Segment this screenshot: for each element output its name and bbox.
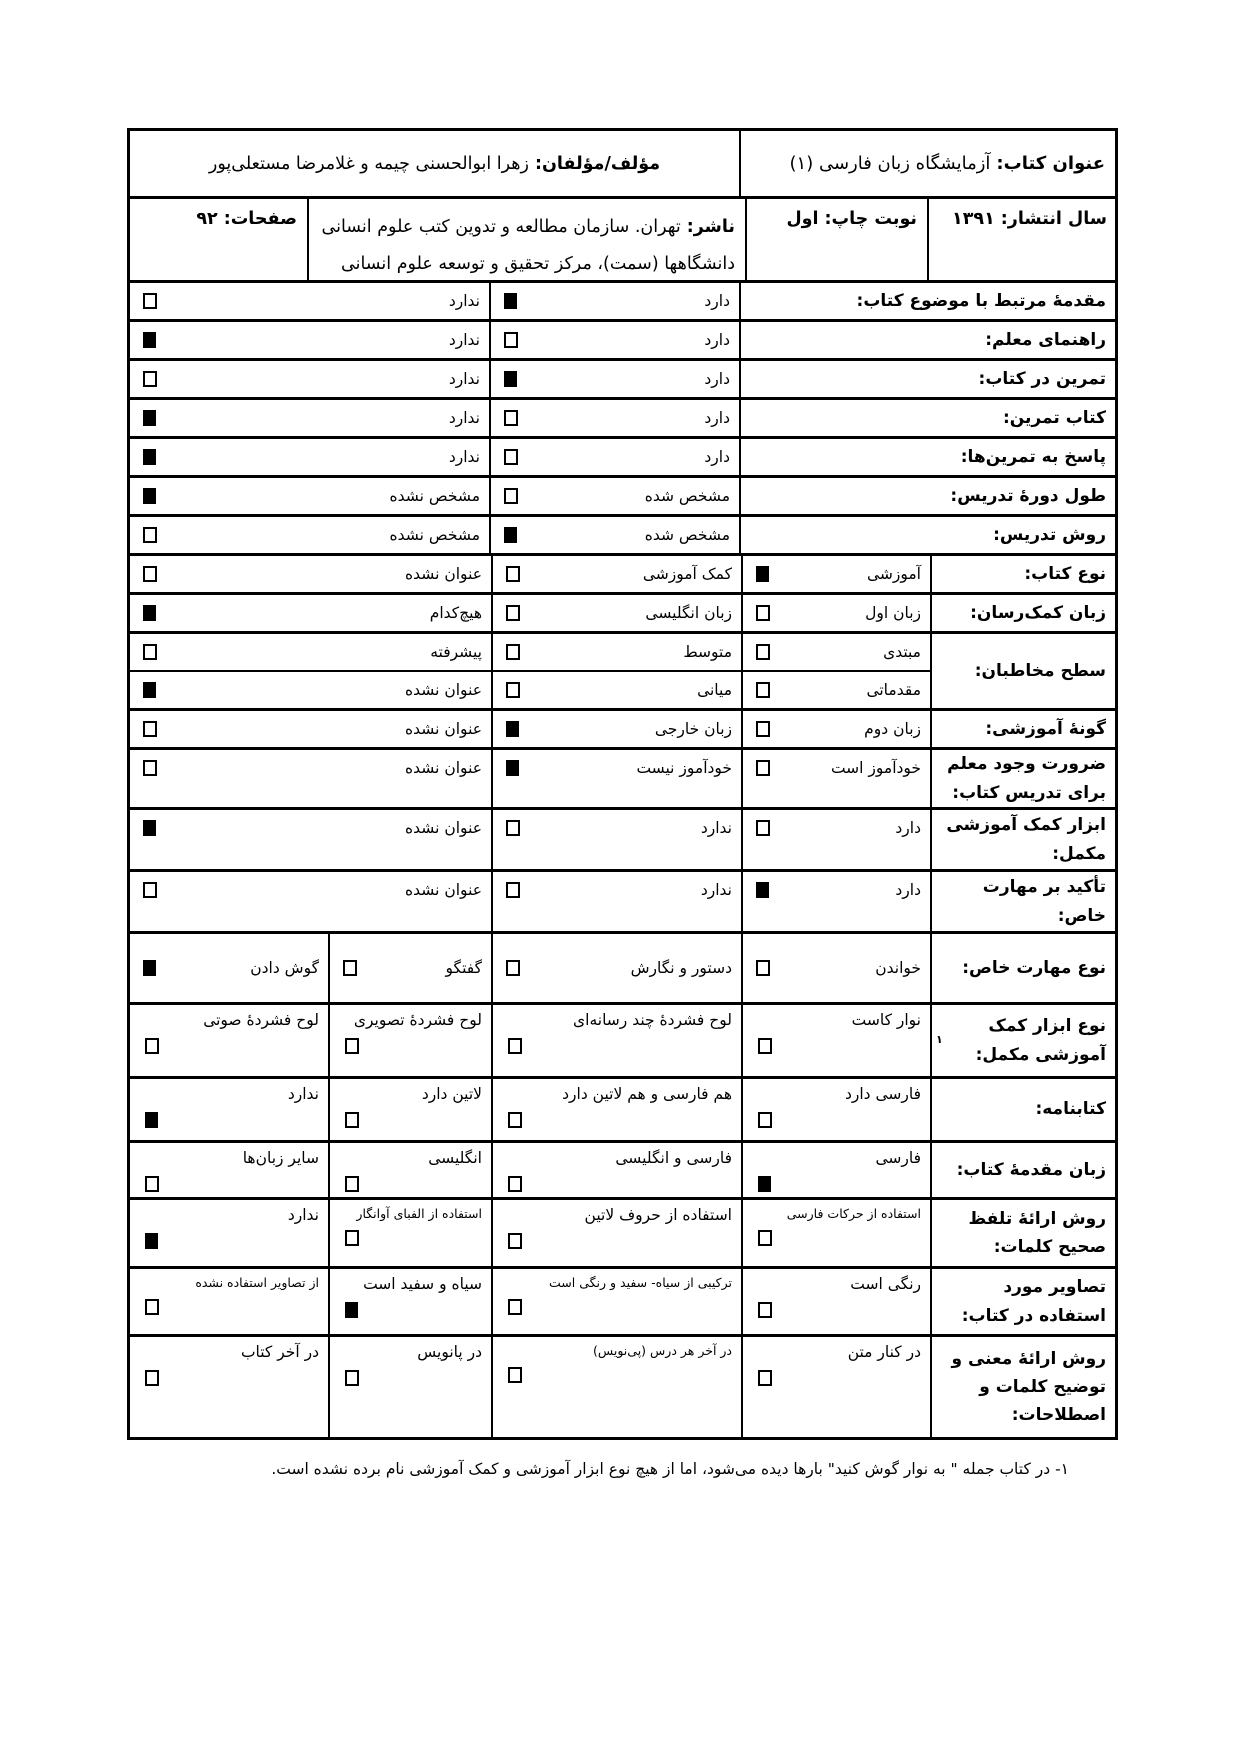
option-cell <box>491 478 741 514</box>
row-label <box>741 478 1115 514</box>
checkbox-unchecked[interactable] <box>508 1367 522 1383</box>
option-label: فارسی دارد <box>844 1085 921 1103</box>
row-exercises-in-book <box>130 358 1115 397</box>
page-count-key: صفحات: <box>223 209 297 229</box>
checkbox-unchecked[interactable] <box>345 1038 359 1054</box>
row-label <box>932 810 1115 869</box>
checkbox-unchecked[interactable] <box>758 1370 772 1386</box>
option-label: در آخر کتاب <box>240 1343 319 1361</box>
option-label: دارد <box>704 292 730 310</box>
checkbox-unchecked[interactable] <box>508 1299 522 1315</box>
row-intro-language <box>130 1140 1115 1197</box>
option-cell <box>743 1200 932 1266</box>
row-label-text: ابزار کمک آموزشی مکمل: <box>946 815 1106 864</box>
checkbox-checked[interactable] <box>143 682 156 698</box>
checkbox-checked[interactable] <box>758 1176 771 1192</box>
option-cell <box>130 478 491 514</box>
option-sub-row <box>130 634 932 670</box>
option-cell <box>130 1200 330 1266</box>
option-label: متوسط <box>683 643 732 661</box>
checkbox-unchecked[interactable] <box>506 566 520 582</box>
row-book-type <box>130 553 1115 592</box>
checkbox-unchecked[interactable] <box>504 449 518 465</box>
option-cell <box>130 750 493 807</box>
checkbox-checked[interactable] <box>143 410 156 426</box>
option-label: استفاده از حروف لاتین <box>584 1206 732 1224</box>
checkbox-checked[interactable] <box>143 332 156 348</box>
option-label: ندارد <box>448 370 480 388</box>
option-label: ندارد <box>448 409 480 427</box>
option-label: پیشرفته <box>430 643 482 661</box>
book-author-cell <box>130 131 741 196</box>
option-label: در کنار متن <box>847 1343 921 1361</box>
publication-year-key: سال انتشار: <box>1000 209 1107 229</box>
checkbox-unchecked[interactable] <box>145 1370 159 1386</box>
book-author-key: مؤلف/مؤلفان: <box>535 153 661 174</box>
row-audience-level <box>130 631 1115 708</box>
option-label: لاتین دارد <box>421 1085 482 1103</box>
checkbox-unchecked[interactable] <box>504 332 518 348</box>
row-specific-skill <box>130 931 1115 1002</box>
checkbox-checked[interactable] <box>506 721 519 737</box>
print-edition-key: نوبت چاپ: <box>824 209 917 229</box>
checkbox-checked[interactable] <box>756 882 769 898</box>
row-education-type <box>130 708 1115 747</box>
row-helper-language <box>130 592 1115 631</box>
book-title <box>790 153 1106 174</box>
option-cell <box>130 872 493 931</box>
checkbox-unchecked[interactable] <box>143 760 157 776</box>
checkbox-unchecked[interactable] <box>758 1038 772 1054</box>
row-label-text: تصاویر مورد استفاده در کتاب: <box>961 1277 1106 1326</box>
option-cell <box>130 1143 330 1197</box>
checkbox-unchecked[interactable] <box>145 1299 159 1315</box>
option-label: خودآموز است <box>830 759 921 777</box>
option-cell <box>743 810 932 869</box>
option-label: کمک آموزشی <box>642 565 732 583</box>
book-evaluation-table <box>127 128 1118 1440</box>
row-label-text: مقدمۀ مرتبط با موضوع کتاب: <box>856 290 1106 311</box>
option-cell <box>130 934 330 1002</box>
checkbox-checked[interactable] <box>145 1112 158 1128</box>
row-label <box>741 400 1115 436</box>
option-label: ندارد <box>448 448 480 466</box>
option-cell <box>130 672 493 708</box>
option-cell <box>493 1079 743 1140</box>
row-label-text: روش ارائۀ معنی و توضیح کلمات و اصطلاحات: <box>951 1348 1106 1426</box>
row-course-duration <box>130 475 1115 514</box>
checkbox-unchecked[interactable] <box>143 293 157 309</box>
checkbox-checked[interactable] <box>143 820 156 836</box>
checkbox-unchecked[interactable] <box>345 1370 359 1386</box>
row-label-text: پاسخ به تمرین‌ها: <box>960 446 1106 467</box>
page-count-value: ۹۲ <box>196 209 218 229</box>
option-cell <box>743 1005 932 1076</box>
row-supplementary-tools <box>130 807 1115 869</box>
checkbox-unchecked[interactable] <box>508 1176 522 1192</box>
checkbox-unchecked[interactable] <box>756 760 770 776</box>
row-label <box>932 750 1115 807</box>
option-sub-row <box>130 670 932 708</box>
row-skill-emphasis <box>130 869 1115 931</box>
option-cell <box>130 1005 330 1076</box>
row-label-text: کتاب تمرین: <box>1002 407 1106 428</box>
option-cell <box>493 556 743 592</box>
option-sub-rows <box>130 634 932 708</box>
option-cell <box>130 1269 330 1334</box>
option-label: زبان دوم <box>864 720 921 738</box>
checkbox-checked[interactable] <box>145 1233 158 1249</box>
book-author-value: زهرا ابوالحسنی چیمه و غلامرضا مستعلی‌پور <box>208 153 529 174</box>
book-author <box>209 154 660 174</box>
checkbox-unchecked[interactable] <box>143 566 157 582</box>
checkbox-unchecked[interactable] <box>506 882 520 898</box>
option-label: مبتدی <box>883 643 921 661</box>
option-label: میانی <box>697 681 732 699</box>
checkbox-unchecked[interactable] <box>758 1230 772 1246</box>
footnote: ۱- در کتاب جمله " به نوار گوش کنید" بارها دیده می‌شود، اما از هیچ نوع ابزار آموزشی و کمک آموزشی نام برده نشده است. <box>271 1460 1069 1478</box>
checkbox-unchecked[interactable] <box>345 1112 359 1128</box>
option-cell <box>743 556 932 592</box>
checkbox-unchecked[interactable] <box>756 820 770 836</box>
row-pronunciation-method <box>130 1197 1115 1266</box>
option-cell <box>130 634 493 670</box>
option-cell <box>743 634 932 670</box>
option-label: هیچ‌کدام <box>429 604 482 622</box>
option-cell <box>130 322 491 358</box>
option-cell <box>130 711 493 747</box>
book-title-value: آزمایشگاه زبان فارسی (۱) <box>789 153 991 174</box>
option-label: ندارد <box>287 1206 319 1224</box>
option-label: لوح فشردۀ صوتی <box>203 1011 319 1029</box>
option-label: در پانویس <box>417 1343 482 1361</box>
checkbox-unchecked[interactable] <box>504 410 518 426</box>
page-count <box>196 209 297 229</box>
checkbox-unchecked[interactable] <box>145 1176 159 1192</box>
row-label-text: روش ارائۀ تلفظ صحیح کلمات: <box>968 1208 1106 1257</box>
checkbox-unchecked[interactable] <box>756 644 770 660</box>
option-label: انگلیسی <box>428 1149 482 1167</box>
checkbox-unchecked[interactable] <box>756 682 770 698</box>
option-label: ندارد <box>287 1085 319 1103</box>
option-cell <box>130 556 493 592</box>
checkbox-checked[interactable] <box>504 371 517 387</box>
option-cell <box>743 872 932 931</box>
option-label: ندارد <box>700 819 732 837</box>
option-cell <box>743 1269 932 1334</box>
row-bibliography <box>130 1076 1115 1140</box>
option-cell <box>491 283 741 319</box>
page-count-cell <box>130 199 309 280</box>
option-label: سایر زبان‌ها <box>242 1149 319 1167</box>
row-label <box>741 322 1115 358</box>
checkbox-unchecked[interactable] <box>506 644 520 660</box>
checkbox-unchecked[interactable] <box>143 527 157 543</box>
option-label: نوار کاست <box>851 1011 921 1029</box>
option-cell <box>130 1079 330 1140</box>
option-label: دارد <box>704 370 730 388</box>
row-exercise-book <box>130 397 1115 436</box>
checkbox-unchecked[interactable] <box>506 605 520 621</box>
option-label: زبان اول <box>865 604 921 622</box>
option-label: دستور و نگارش <box>630 959 732 977</box>
checkbox-unchecked[interactable] <box>506 682 520 698</box>
option-label: خواندن <box>875 959 921 977</box>
option-label: ندارد <box>448 331 480 349</box>
option-label: لوح فشردۀ تصویری <box>353 1011 482 1029</box>
option-label: زبان انگلیسی <box>645 604 732 622</box>
option-cell <box>330 1079 493 1140</box>
option-cell <box>491 400 741 436</box>
print-edition-value: اول <box>786 209 819 229</box>
option-label: گفتگو <box>445 959 482 977</box>
checkbox-checked[interactable] <box>143 488 156 504</box>
checkbox-checked[interactable] <box>506 760 519 776</box>
option-label: فارسی <box>875 1149 921 1167</box>
row-label-text: ضرورت وجود معلم برای تدریس کتاب: <box>947 754 1106 803</box>
row-label <box>932 634 1115 708</box>
option-label: رنگی است <box>850 1275 921 1293</box>
row-supplementary-tool-type <box>130 1002 1115 1076</box>
book-title-cell <box>741 131 1115 196</box>
row-label <box>932 1005 1115 1076</box>
option-cell <box>493 711 743 747</box>
option-label: عنوان نشده <box>405 681 482 699</box>
row-label <box>932 1200 1115 1266</box>
option-label: ترکیبی از سیاه- سفید و رنگی است <box>549 1275 732 1290</box>
option-label: عنوان نشده <box>405 819 482 837</box>
option-cell <box>493 934 743 1002</box>
option-cell <box>330 934 493 1002</box>
checkbox-checked[interactable] <box>756 566 769 582</box>
option-cell <box>493 750 743 807</box>
option-cell <box>491 361 741 397</box>
option-label: دارد <box>704 331 730 349</box>
publisher-value: تهران. سازمان مطالعه و تدوین کتب علوم انسانی دانشگاهها (سمت)، مرکز تحقیق و توسعه علوم انسانی <box>321 217 735 274</box>
checkbox-unchecked[interactable] <box>143 721 157 737</box>
checkbox-unchecked[interactable] <box>143 644 157 660</box>
row-label-text: طول دورۀ تدریس: <box>950 485 1106 506</box>
row-label-text: نوع مهارت خاص: <box>962 957 1106 978</box>
option-label: دارد <box>895 819 921 837</box>
option-cell <box>743 672 932 708</box>
row-label <box>741 283 1115 319</box>
option-cell <box>130 439 491 475</box>
row-label <box>932 711 1115 747</box>
option-label: آموزشی <box>866 565 921 583</box>
option-label: مقدماتی <box>866 681 921 699</box>
checkbox-checked[interactable] <box>504 293 517 309</box>
row-label <box>932 556 1115 592</box>
row-images <box>130 1266 1115 1334</box>
row-label <box>932 1337 1115 1437</box>
row-label-text: سطح مخاطبان: <box>974 660 1106 681</box>
option-label: مشخص شده <box>644 487 730 505</box>
row-label-text: تأکید بر مهارت خاص: <box>982 877 1106 926</box>
option-cell <box>493 1200 743 1266</box>
row-label <box>932 1143 1115 1197</box>
checkbox-checked[interactable] <box>504 527 517 543</box>
option-cell <box>493 1337 743 1437</box>
row-related-intro <box>130 280 1115 319</box>
publication-year-cell <box>929 199 1115 280</box>
checkbox-unchecked[interactable] <box>504 488 518 504</box>
row-label <box>932 934 1115 1002</box>
publisher <box>322 217 735 274</box>
option-label: ندارد <box>700 881 732 899</box>
option-cell <box>743 1079 932 1140</box>
checkbox-unchecked[interactable] <box>508 1038 522 1054</box>
publisher-key: ناشر: <box>686 217 735 237</box>
option-cell <box>330 1269 493 1334</box>
option-label: فارسی و انگلیسی <box>615 1149 732 1167</box>
row-meaning-method <box>130 1334 1115 1437</box>
row-answers <box>130 436 1115 475</box>
footnote-reference: ۱ <box>936 1033 943 1047</box>
checkbox-unchecked[interactable] <box>758 1302 772 1318</box>
option-cell <box>491 517 741 553</box>
option-cell <box>130 595 493 631</box>
row-teacher-necessity <box>130 747 1115 807</box>
checkbox-unchecked[interactable] <box>343 960 357 976</box>
option-label: خودآموز نیست <box>636 759 732 777</box>
option-cell <box>743 750 932 807</box>
option-label: مشخص شده <box>644 526 730 544</box>
checkbox-unchecked[interactable] <box>143 371 157 387</box>
row-label-text: نوع کتاب: <box>1024 563 1106 584</box>
option-label: لوح فشردۀ چند رسانه‌ای <box>573 1011 732 1029</box>
print-edition <box>786 209 917 229</box>
row-label <box>932 595 1115 631</box>
option-label: از تصاویر استفاده نشده <box>195 1275 319 1290</box>
option-cell <box>130 400 491 436</box>
option-label: هم فارسی و هم لاتین دارد <box>562 1085 732 1103</box>
publisher-cell <box>309 199 747 280</box>
option-label: استفاده از الفبای آوانگار <box>356 1206 482 1221</box>
option-cell <box>493 595 743 631</box>
row-label <box>932 1269 1115 1334</box>
option-cell <box>493 1269 743 1334</box>
row-label <box>932 872 1115 931</box>
option-cell <box>130 517 491 553</box>
option-cell <box>743 934 932 1002</box>
option-cell <box>493 634 743 670</box>
option-cell <box>743 711 932 747</box>
option-cell <box>130 283 491 319</box>
option-cell <box>130 810 493 869</box>
checkbox-checked[interactable] <box>143 605 156 621</box>
checkbox-unchecked[interactable] <box>345 1176 359 1192</box>
option-cell <box>743 1337 932 1437</box>
row-teacher-guide <box>130 319 1115 358</box>
header-row-publication <box>130 196 1115 280</box>
option-cell <box>493 672 743 708</box>
row-label <box>741 517 1115 553</box>
row-teaching-method <box>130 514 1115 553</box>
option-label: دارد <box>895 881 921 899</box>
row-label-text: نوع ابزار کمک آموزشی مکمل: <box>975 1016 1106 1065</box>
option-cell <box>491 322 741 358</box>
option-label: عنوان نشده <box>405 565 482 583</box>
option-cell <box>330 1337 493 1437</box>
row-label-text: زبان کمک‌رسان: <box>970 602 1106 623</box>
option-cell <box>743 595 932 631</box>
option-label: سیاه و سفید است <box>363 1275 482 1293</box>
checkbox-unchecked[interactable] <box>145 1038 159 1054</box>
book-title-key: عنوان کتاب: <box>996 153 1105 174</box>
option-label: مشخص نشده <box>389 526 480 544</box>
row-label-text: زبان مقدمۀ کتاب: <box>956 1159 1106 1180</box>
row-label-text: روش تدریس: <box>993 524 1106 545</box>
checkbox-checked[interactable] <box>345 1302 358 1318</box>
row-label-text: کتابنامه: <box>1035 1099 1106 1120</box>
option-label: در آخر هر درس (پی‌نویس) <box>593 1343 732 1358</box>
checkbox-unchecked[interactable] <box>756 721 770 737</box>
publication-year-value: ۱۳۹۱ <box>952 209 995 229</box>
checkbox-unchecked[interactable] <box>508 1112 522 1128</box>
checkbox-unchecked[interactable] <box>506 960 520 976</box>
checkbox-unchecked[interactable] <box>345 1230 359 1246</box>
row-label <box>741 361 1115 397</box>
option-label: دارد <box>704 409 730 427</box>
row-label-text: راهنمای معلم: <box>985 329 1106 350</box>
option-cell <box>330 1005 493 1076</box>
option-cell <box>130 361 491 397</box>
row-label <box>741 439 1115 475</box>
option-cell <box>330 1200 493 1266</box>
checkbox-unchecked[interactable] <box>758 1112 772 1128</box>
option-label: استفاده از حرکات فارسی <box>786 1206 921 1221</box>
checkbox-unchecked[interactable] <box>756 605 770 621</box>
option-cell <box>493 1143 743 1197</box>
option-cell <box>491 439 741 475</box>
header-row-title-author <box>130 131 1115 196</box>
checkbox-checked[interactable] <box>143 960 156 976</box>
checkbox-unchecked[interactable] <box>143 882 157 898</box>
publication-year <box>952 209 1107 229</box>
option-cell <box>493 810 743 869</box>
option-cell <box>330 1143 493 1197</box>
checkbox-unchecked[interactable] <box>756 960 770 976</box>
option-label: مشخص نشده <box>389 487 480 505</box>
row-label-text: تمرین در کتاب: <box>978 368 1106 389</box>
option-label: عنوان نشده <box>405 881 482 899</box>
option-cell <box>493 1005 743 1076</box>
checkbox-unchecked[interactable] <box>506 820 520 836</box>
checkbox-unchecked[interactable] <box>508 1233 522 1249</box>
option-label: عنوان نشده <box>405 759 482 777</box>
option-label: دارد <box>704 448 730 466</box>
print-edition-cell <box>747 199 929 280</box>
row-label-text: گونۀ آموزشی: <box>985 718 1106 739</box>
option-label: زبان خارجی <box>654 720 732 738</box>
option-cell <box>743 1143 932 1197</box>
option-cell <box>493 872 743 931</box>
option-label: ندارد <box>448 292 480 310</box>
row-label <box>932 1079 1115 1140</box>
option-cell <box>130 1337 330 1437</box>
option-label: گوش دادن <box>250 959 319 977</box>
checkbox-checked[interactable] <box>143 449 156 465</box>
option-label: عنوان نشده <box>405 720 482 738</box>
